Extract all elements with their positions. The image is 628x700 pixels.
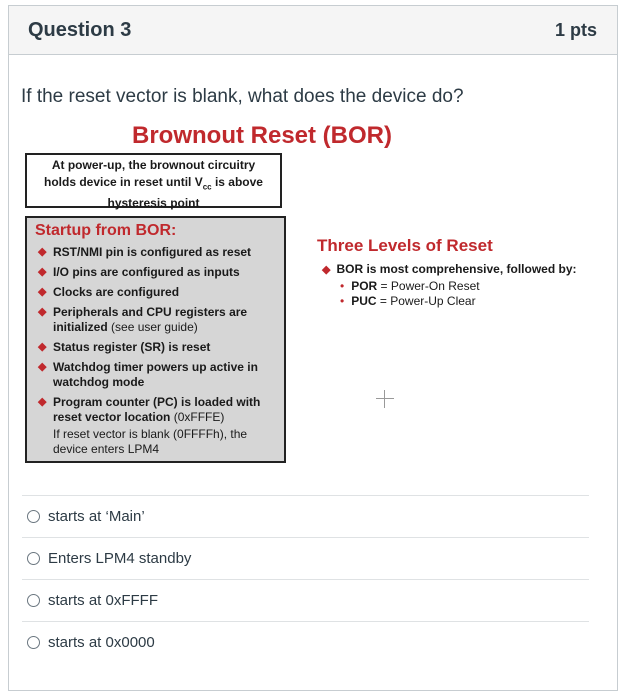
answer-label: starts at 0xFFFF <box>48 592 159 609</box>
question-prompt: If the reset vector is blank, what does the device do? <box>21 86 464 107</box>
startup-item: ◆ Peripherals and CPU registers are initialized (see user guide) <box>38 305 248 334</box>
powerup-line-3: hysteresis point <box>107 196 200 211</box>
question-header <box>9 6 617 55</box>
startup-item: ◆ RST/NMI pin is configured as reset <box>38 245 252 259</box>
dot-bullet-icon: • <box>340 294 345 308</box>
diamond-bullet-icon: ◆ <box>38 306 47 318</box>
startup-title: Startup from BOR: <box>35 222 177 239</box>
startup-item: ◆ Watchdog timer powers up active in watchdog mode <box>38 360 258 389</box>
diamond-bullet-icon: ◆ <box>38 266 47 278</box>
answer-label: starts at 0x0000 <box>48 634 155 651</box>
levels-sub-por: • POR = Power-On Reset <box>340 279 480 293</box>
dot-bullet-icon: • <box>340 279 345 293</box>
powerup-line-1: At power-up, the brownout circuitry <box>51 158 256 172</box>
startup-item: ◆ Status register (SR) is reset <box>38 340 211 354</box>
answer-option[interactable] <box>22 621 589 663</box>
startup-item: ◆ I/O pins are configured as inputs <box>38 265 240 279</box>
diamond-bullet-icon: ◆ <box>38 341 47 353</box>
slide-title: Brownout Reset (BOR) <box>132 122 392 149</box>
question-points: 1 pts <box>554 19 597 40</box>
question-title: Question 3 <box>28 18 132 41</box>
answer-option[interactable] <box>22 537 589 579</box>
answer-label: Enters LPM4 standby <box>48 550 192 567</box>
levels-title: Three Levels of Reset <box>317 236 493 255</box>
radio-button[interactable] <box>27 510 40 523</box>
levels-sub-puc: • PUC = Power-Up Clear <box>340 294 476 308</box>
startup-list <box>35 245 284 425</box>
radio-button[interactable] <box>27 636 40 649</box>
diamond-bullet-icon: ◆ <box>38 361 47 373</box>
pc-note: If reset vector is blank (0FFFFh), the device enters LPM4 <box>53 427 248 456</box>
powerup-line-2b: is above <box>211 175 263 189</box>
startup-box <box>25 216 286 463</box>
diamond-bullet-icon: ◆ <box>38 396 47 408</box>
diamond-bullet-icon: ◆ <box>38 286 47 298</box>
crosshair-icon <box>376 390 394 408</box>
answer-option[interactable] <box>22 495 589 537</box>
slide-image <box>22 118 592 478</box>
vcc-subscript: cc <box>202 182 212 192</box>
answer-option[interactable] <box>22 579 589 621</box>
powerup-line-2a: holds device in reset until V <box>44 175 203 189</box>
levels-main: ◆ BOR is most comprehensive, followed by: <box>322 262 577 276</box>
radio-button[interactable] <box>27 594 40 607</box>
diamond-bullet-icon: ◆ <box>322 264 331 276</box>
startup-item: ◆ Program counter (PC) is loaded with reset vector location (0xFFFE) <box>38 395 261 424</box>
answer-list <box>22 495 589 663</box>
diamond-bullet-icon: ◆ <box>38 246 47 258</box>
powerup-line-2 <box>27 174 280 195</box>
startup-item: ◆ Clocks are configured <box>38 285 180 299</box>
radio-button[interactable] <box>27 552 40 565</box>
powerup-box <box>25 153 282 211</box>
answer-label: starts at ‘Main’ <box>48 508 145 525</box>
